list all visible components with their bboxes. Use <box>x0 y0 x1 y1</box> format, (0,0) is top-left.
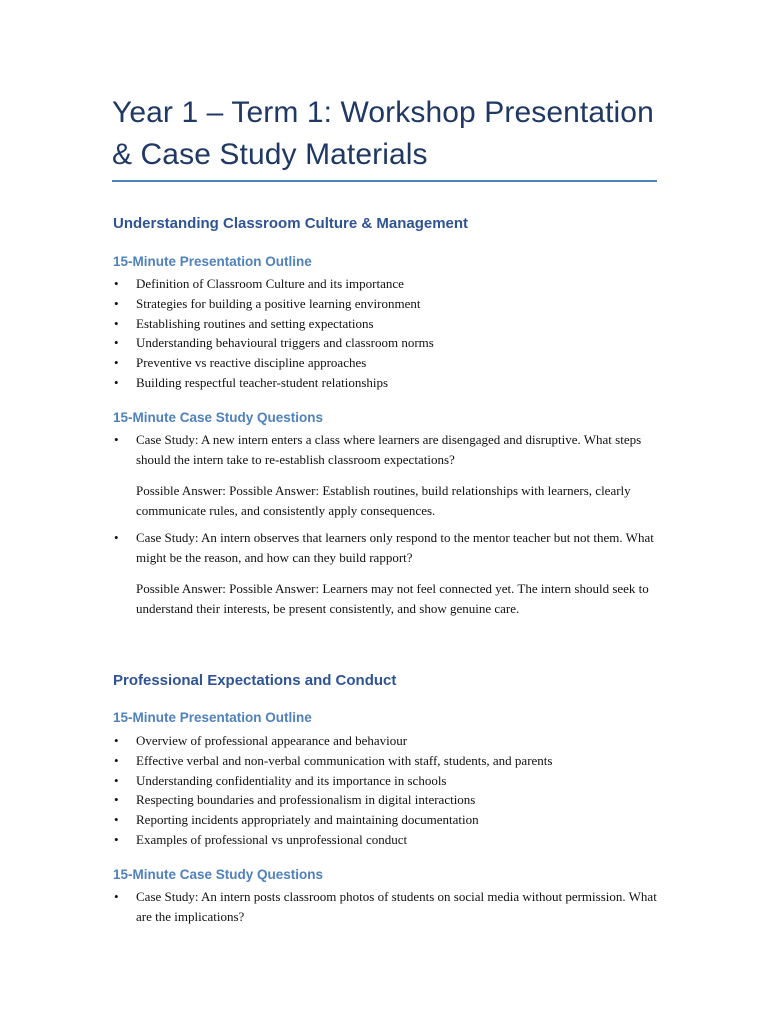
list-item: • Understanding behavioural triggers and classroom norms <box>113 333 658 353</box>
list-item: • Definition of Classroom Culture and its importance <box>113 274 658 294</box>
list-item: • Preventive vs reactive discipline approaches <box>113 353 658 373</box>
case-heading-1: 15-Minute Case Study Questions <box>113 410 324 425</box>
list-item: • Building respectful teacher-student relationships <box>113 373 658 393</box>
list-item: • Respecting boundaries and professionalism in digital interactions <box>113 790 658 810</box>
case-question: • Case Study: A new intern enters a class where learners are disengaged and disruptive. What steps should the intern take to re-establish classroom expectations? <box>113 430 658 469</box>
list-item: • Strategies for building a positive learning environment <box>113 294 658 314</box>
title-line-1: Year 1 – Term 1: Workshop Presentation <box>112 96 654 129</box>
case-answer: Possible Answer: Possible Answer: Learners may not feel connected yet. The intern should seek to understand their interests, be present consistently, and show genuine care. <box>136 581 649 616</box>
case-question: • Case Study: An intern observes that learners only respond to the mentor teacher but not them. What might be the reason, and how can they build rapport? <box>113 528 658 567</box>
outline-heading-1: 15-Minute Presentation Outline <box>113 254 312 269</box>
list-item: • Reporting incidents appropriately and maintaining documentation <box>113 810 658 830</box>
list-item: • Overview of professional appearance and behaviour <box>113 731 658 751</box>
section-heading-professional-conduct: Professional Expectations and Conduct <box>113 672 397 689</box>
outline-list-1 <box>113 274 658 393</box>
title-divider <box>112 180 657 182</box>
title-line-2: & Case Study Materials <box>112 138 428 171</box>
case-heading-2: 15-Minute Case Study Questions <box>113 867 324 882</box>
case-study-2 <box>113 528 658 618</box>
document-title <box>112 92 672 176</box>
case-study-3 <box>113 887 658 926</box>
section-heading-classroom-culture: Understanding Classroom Culture & Management <box>113 215 469 232</box>
outline-list-2 <box>113 731 658 850</box>
outline-heading-2: 15-Minute Presentation Outline <box>113 710 312 725</box>
case-study-1 <box>113 430 658 520</box>
list-item: • Understanding confidentiality and its importance in schools <box>113 771 658 791</box>
list-item: • Establishing routines and setting expectations <box>113 314 658 334</box>
list-item: • Examples of professional vs unprofessional conduct <box>113 830 658 850</box>
case-answer: Possible Answer: Possible Answer: Establish routines, build relationships with learners, clearly communicate rules, and consistently apply consequences. <box>136 483 631 518</box>
case-question: • Case Study: An intern posts classroom photos of students on social media without permission. What are the implications? <box>113 887 658 926</box>
list-item: • Effective verbal and non-verbal communication with staff, students, and parents <box>113 751 658 771</box>
